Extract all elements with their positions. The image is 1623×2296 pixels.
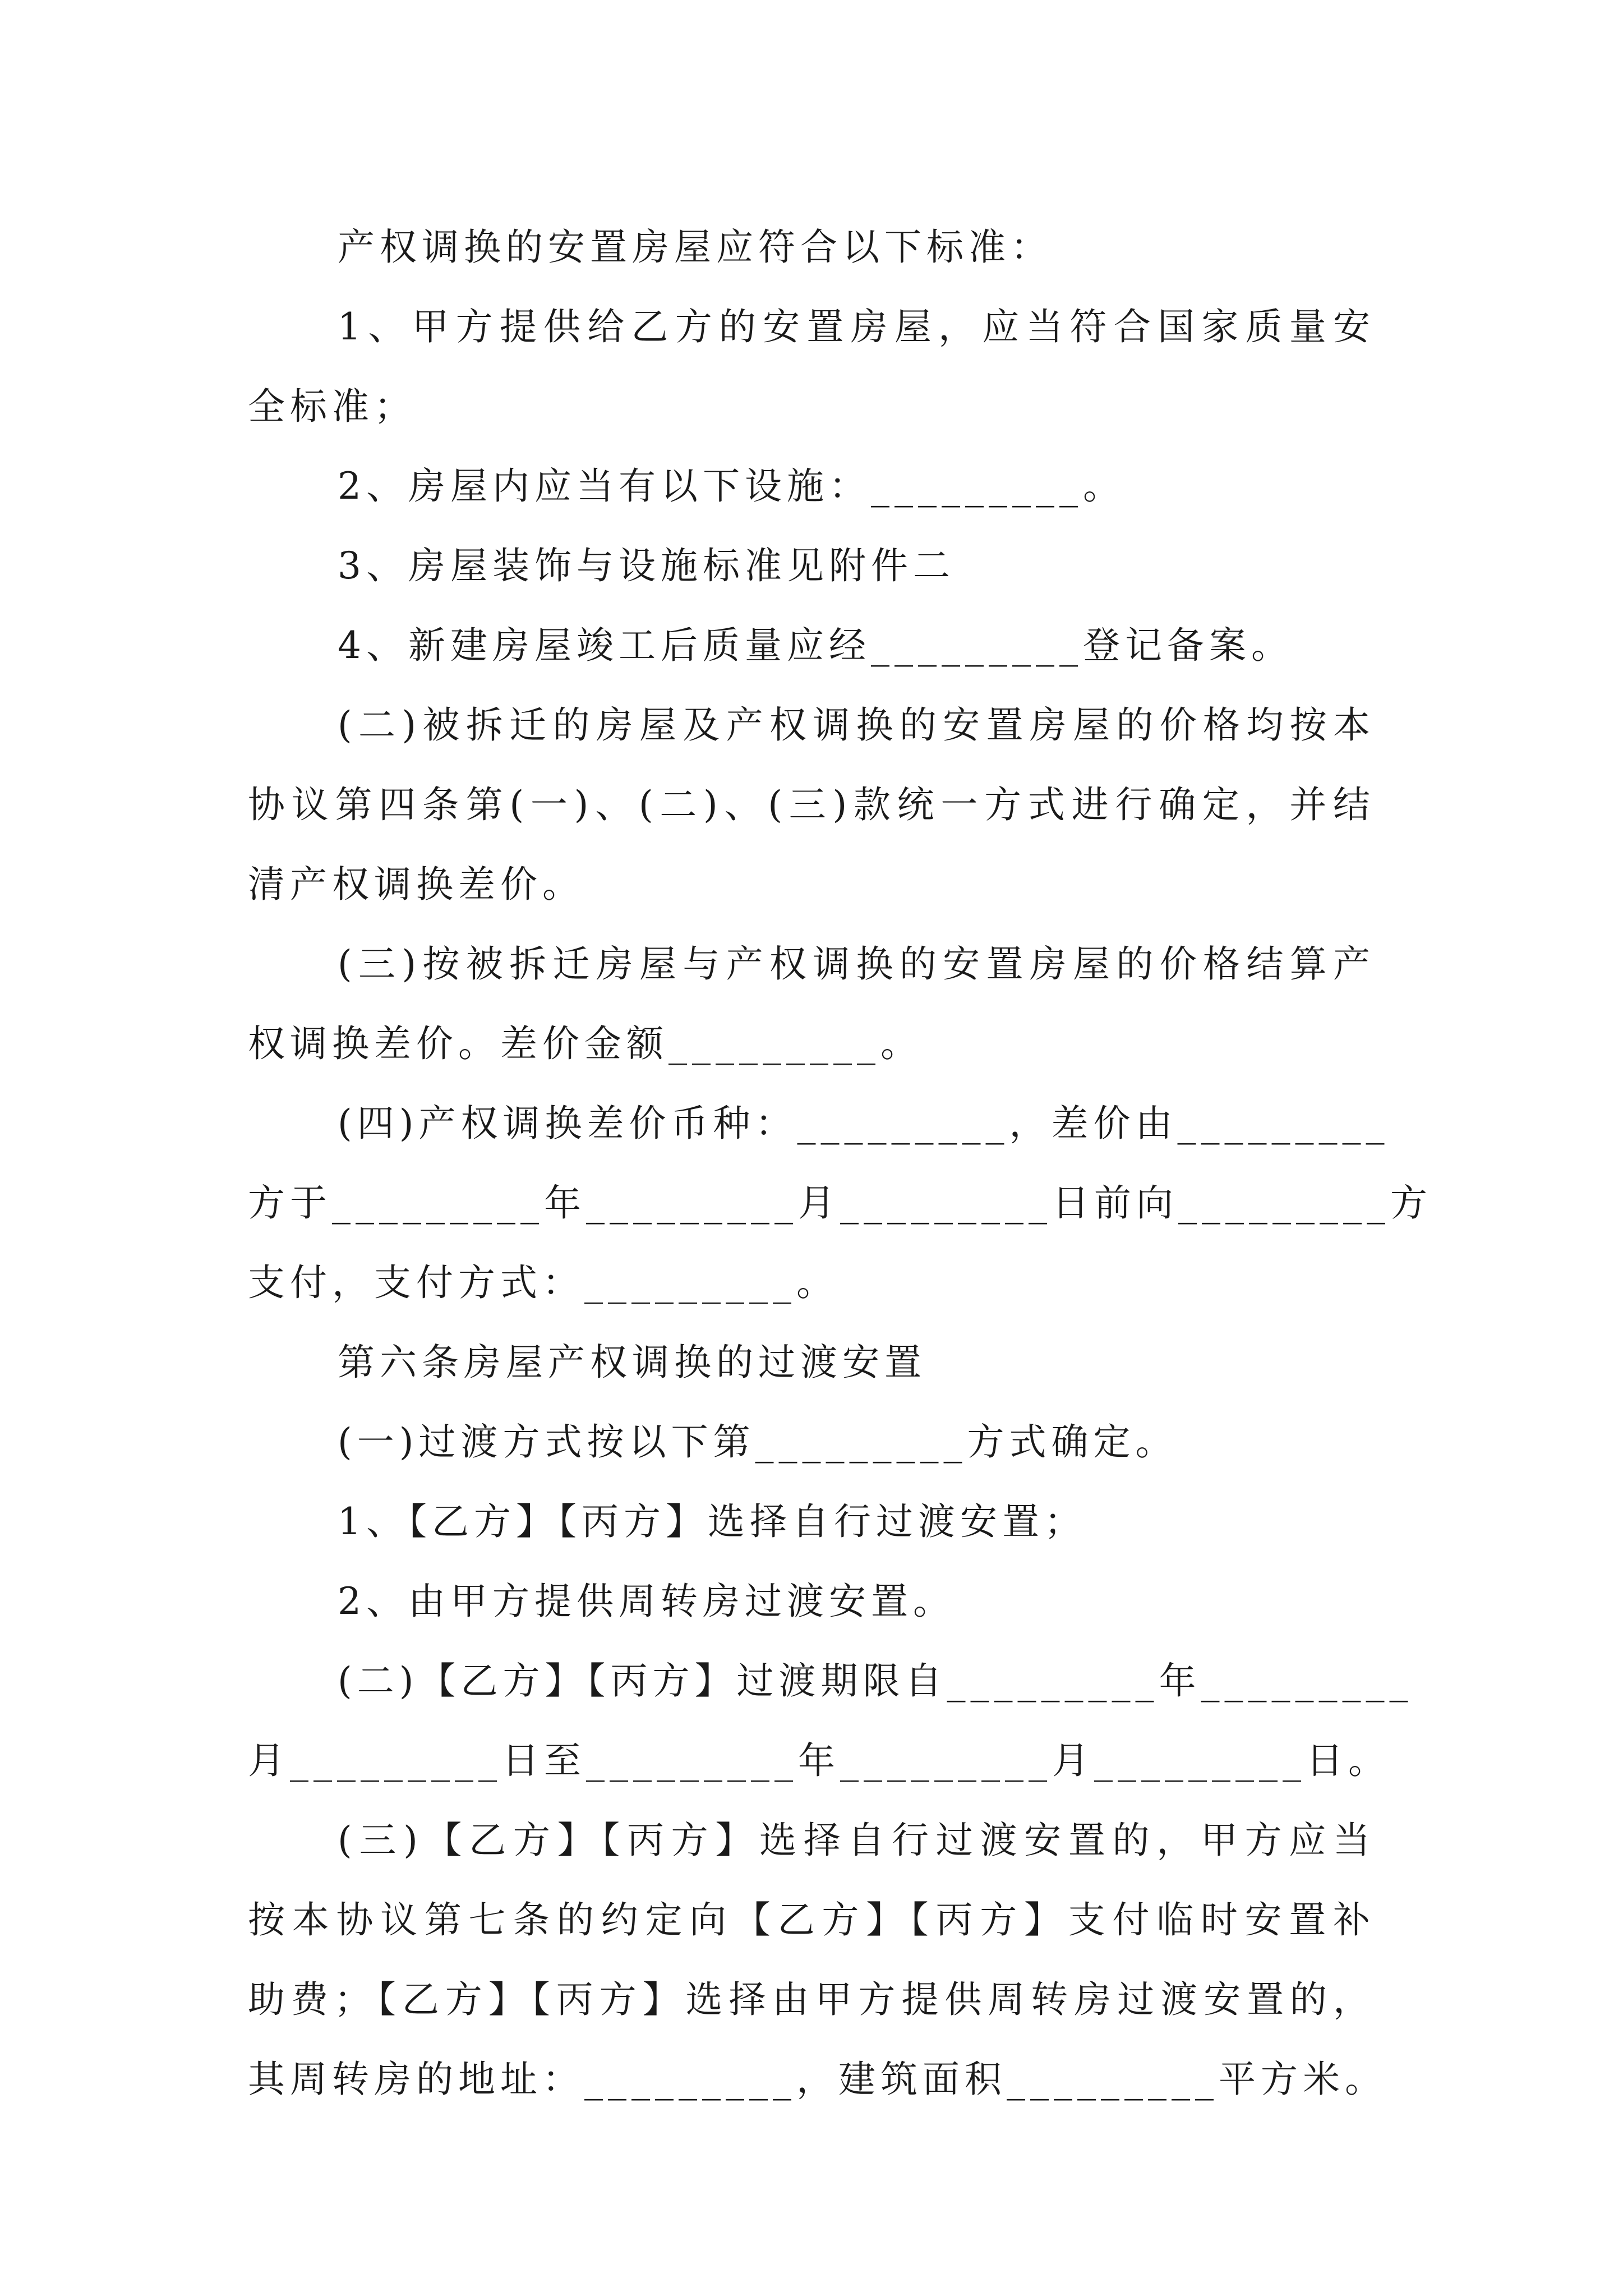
text-line: 月_________日至_________年_________月_________日。 xyxy=(248,1739,1390,1782)
text-line: 助费；【乙方】【丙方】选择由甲方提供周转房过渡安置的， xyxy=(248,1978,1375,2021)
text-line: (二)【乙方】【丙方】过渡期限自_________年_________ xyxy=(338,1659,1413,1703)
text-line: 2、房屋内应当有以下设施：_________。 xyxy=(338,464,1125,508)
text-line: 4、新建房屋竣工后质量应经_________登记备案。 xyxy=(338,624,1293,667)
text-line: 3、房屋装饰与设施标准见附件二 xyxy=(338,544,955,587)
section-heading: 第六条房屋产权调换的过渡安置 xyxy=(338,1341,926,1384)
text-line: (三)按被拆迁房屋与产权调换的安置房屋的价格结算产 xyxy=(338,942,1375,986)
text-line: 支付，支付方式：_________。 xyxy=(248,1261,838,1304)
text-line: 产权调换的安置房屋应符合以下标准： xyxy=(338,226,1053,269)
text-line: 权调换差价。差价金额_________。 xyxy=(248,1022,923,1065)
text-line: 全标准； xyxy=(248,385,416,428)
text-line: 1、【乙方】【丙方】选择自行过渡安置； xyxy=(338,1500,1086,1543)
text-line: 协议第四条第(一)、(二)、(三)款统一方式进行确定，并结 xyxy=(248,783,1375,826)
text-line: (四)产权调换差价币种：_________，差价由_________ xyxy=(338,1102,1390,1145)
text-line: 2、由甲方提供周转房过渡安置。 xyxy=(338,1580,955,1623)
text-line: 1、甲方提供给乙方的安置房屋，应当符合国家质量安 xyxy=(338,305,1375,348)
text-line: 方于_________年_________月_________日前向_________方 xyxy=(248,1181,1432,1225)
text-line: 其周转房的地址：_________，建筑面积_________平方米。 xyxy=(248,2058,1387,2101)
text-line: 清产权调换差价。 xyxy=(248,863,584,906)
text-line: (一)过渡方式按以下第_________方式确定。 xyxy=(338,1420,1178,1464)
text-line: (二)被拆迁的房屋及产权调换的安置房屋的价格均按本 xyxy=(338,703,1375,747)
text-line: (三)【乙方】【丙方】选择自行过渡安置的，甲方应当 xyxy=(338,1819,1375,1862)
document-body xyxy=(248,208,1432,2119)
text-line: 按本协议第七条的约定向【乙方】【丙方】支付临时安置补 xyxy=(248,1898,1375,1941)
